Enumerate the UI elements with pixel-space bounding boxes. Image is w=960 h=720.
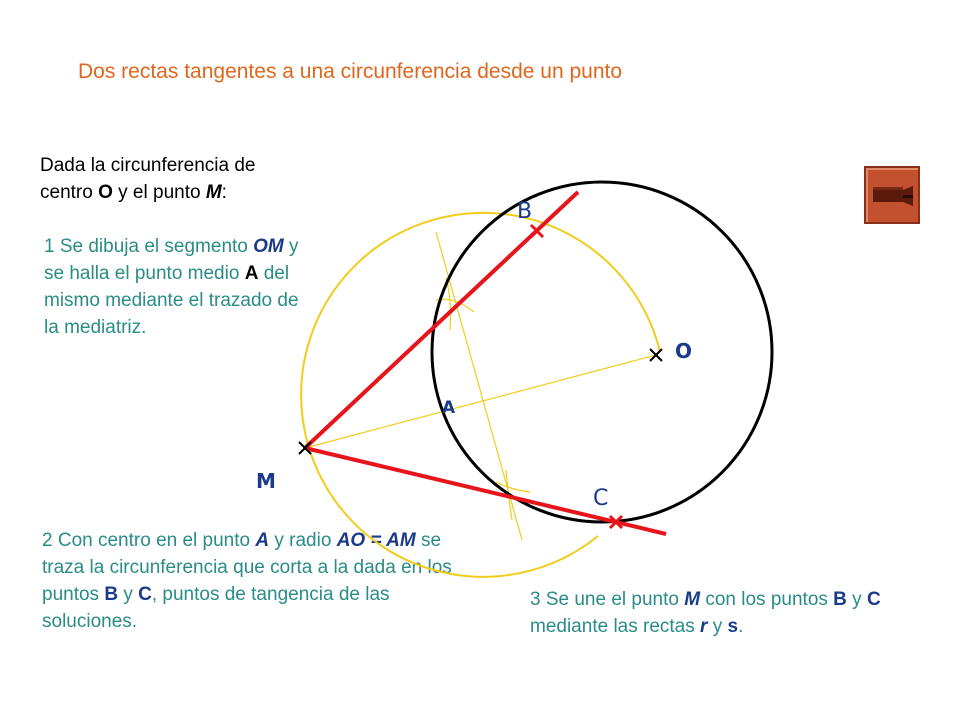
point-o-marker — [650, 349, 662, 361]
label-a: A — [442, 398, 456, 418]
point-b-marker — [531, 225, 543, 237]
label-o: O — [675, 339, 693, 363]
step-2-text: 2 Con centro en el punto A y radio AO = AM se traza la circunferencia que corta a la dada en los puntos B y C, puntos de tangencia de las soluciones. — [42, 530, 452, 632]
step-1-text: 1 Se dibuja el segmento OM y se halla el punto medio A del mismo mediante el trazado de la mediatriz. — [44, 236, 299, 338]
page-title: Dos rectas tangentes a una circunferencia desde un punto — [78, 60, 623, 83]
label-m: M — [256, 469, 276, 493]
label-c: C — [593, 486, 609, 511]
step-3-text: 3 Se une el punto M con los puntos B y C mediante las rectas r y s. — [530, 589, 881, 637]
given-circle — [432, 182, 772, 522]
segment-om — [305, 355, 656, 448]
label-b: B — [517, 199, 533, 224]
video-play-button[interactable] — [864, 166, 920, 224]
video-camera-icon — [872, 183, 914, 209]
tangent-line-s — [305, 448, 666, 534]
intro-text: Dada la circunferencia de centro O y el punto M: — [40, 155, 256, 203]
